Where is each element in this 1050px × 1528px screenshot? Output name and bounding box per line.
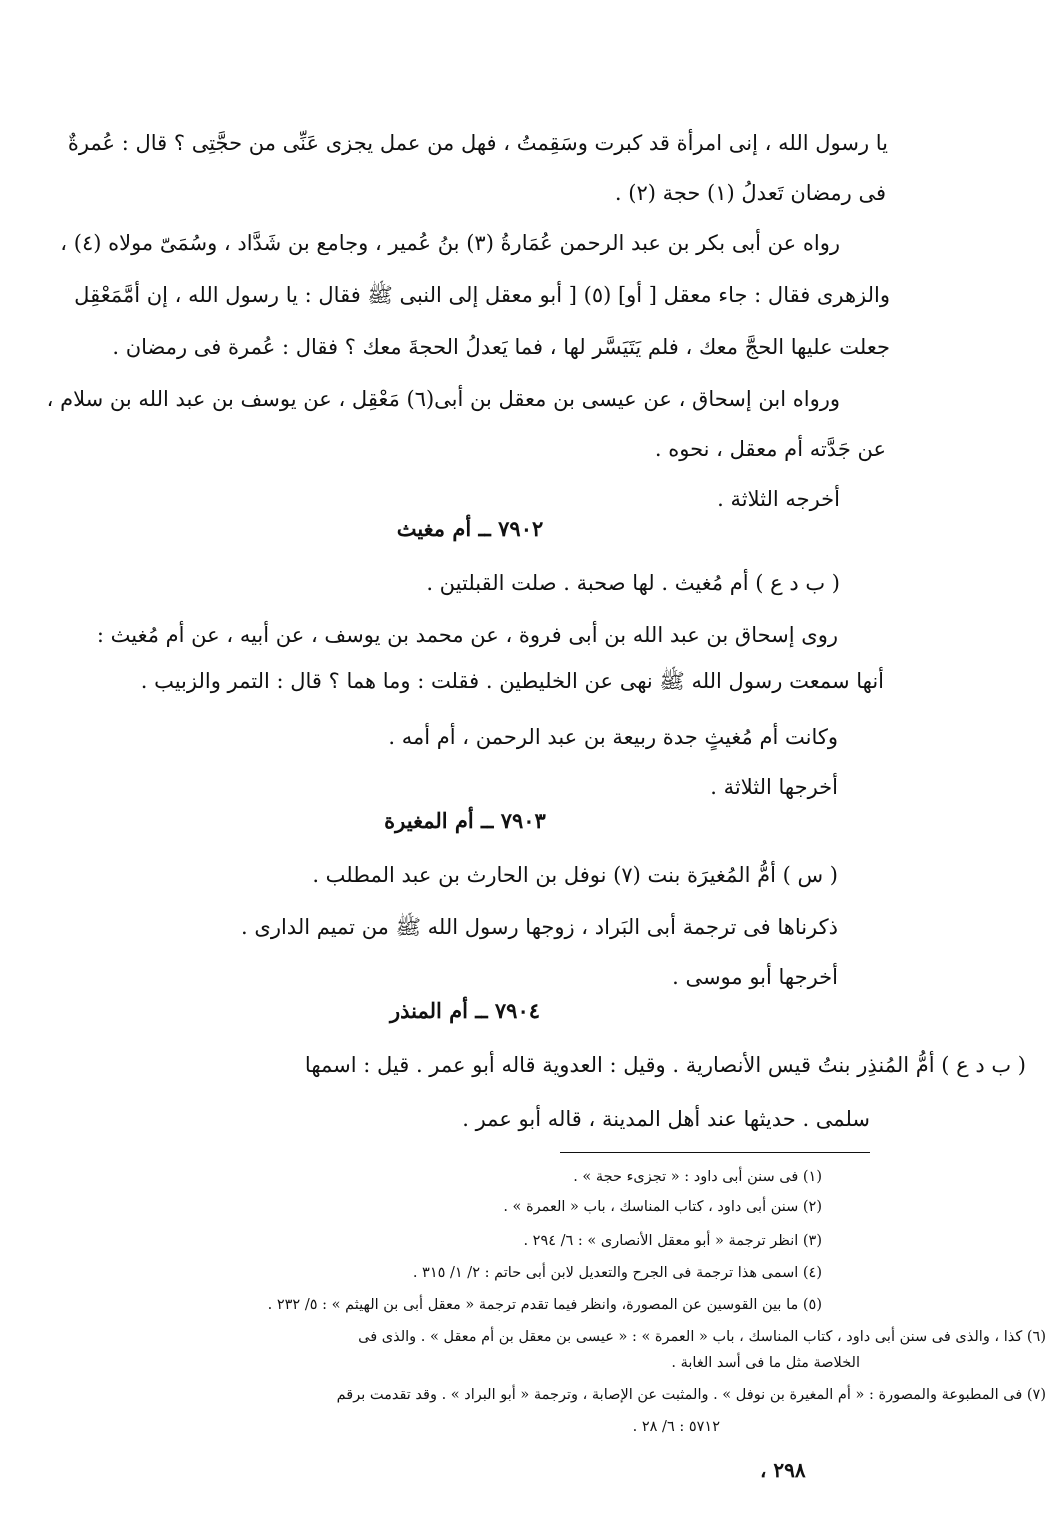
- footnote-7: (٧) فى المطبوعة والمصورة : « أم المغيرة بن نوفل » . والمثبت عن الإصابة ، وترجمة « أبو البراد » . وقد تقدمت برقم: [336, 1387, 1046, 1403]
- body-line-12: وكانت أم مُغيثٍ جدة ربيعة بن عبد الرحمن ، أم أمه .: [388, 725, 838, 749]
- body-line-11: أنها سمعت رسول الله ﷺ نهى عن الخليطين . فقلت : وما هما ؟ قال : التمر والزبيب .: [140, 669, 884, 693]
- page-number: ٢٩٨ ،: [760, 1458, 806, 1482]
- body-line-8: أخرجه الثلاثة .: [717, 487, 840, 511]
- footnote-2: (٢) سنن أبى داود ، كتاب المناسك ، باب « العمرة » .: [503, 1199, 822, 1215]
- footnote-3: (٣) انظر ترجمة « أبو معقل الأنصارى » : ٦/ ٢٩٤ .: [523, 1233, 822, 1249]
- body-line-4: والزهرى فقال : جاء معقل [ أو] (٥) [ أبو معقل إلى النبى ﷺ فقال : يا رسول الله ، إن أمَّمَعْقِل: [74, 283, 890, 307]
- body-line-6: ورواه ابن إسحاق ، عن عيسى بن معقل بن أبى(٦) مَعْقِل ، عن يوسف بن عبد الله بن سلام ،: [46, 387, 840, 411]
- body-line-14: ( س ) أمُّ المُغيرَة بنت (٧) نوفل بن الحارث بن عبد المطلب .: [312, 863, 838, 887]
- entry-heading-7904: ٧٩٠٤ ــ أم المنذر: [389, 998, 541, 1023]
- body-line-18: سلمى . حديثها عند أهل المدينة ، قاله أبو عمر .: [462, 1107, 870, 1131]
- footnote-divider: [560, 1152, 870, 1153]
- footnote-1: (١) فى سنن أبى داود : « تجزىء حجة » .: [573, 1169, 822, 1185]
- body-line-10: روى إسحاق بن عبد الله بن أبى فروة ، عن محمد بن يوسف ، عن أبيه ، عن أم مُغيث :: [96, 623, 838, 647]
- footnote-5: (٥) ما بين القوسين عن المصورة، وانظر فيما تقدم ترجمة « معقل أبى بن الهيثم » : ٥/ ٢٣٢ .: [267, 1297, 822, 1313]
- body-line-2: فى رمضان تَعدلُ (١) حجة (٢) .: [614, 181, 886, 205]
- body-line-3: رواه عن أبى بكر بن عبد الرحمن عُمَارةُ (٣) بنُ عُمير ، وجامع بن شَدَّاد ، وسُمَىّ مولاه (٤) ،: [60, 231, 840, 255]
- footnote-6-cont: الخلاصة مثل ما فى أسد الغابة .: [671, 1355, 860, 1371]
- body-line-16: أخرجها أبو موسى .: [672, 965, 838, 989]
- footnote-7-cont: ٥٧١٢ : ٦/ ٢٨ .: [632, 1419, 720, 1435]
- body-line-9: ( ب د ع ) أم مُغيث . لها صحبة . صلت القبلتين .: [426, 571, 840, 595]
- body-line-15: ذكرناها فى ترجمة أبى البَراد ، زوجها رسول الله ﷺ من تميم الدارى .: [241, 915, 838, 939]
- body-line-13: أخرجها الثلاثة .: [710, 775, 838, 799]
- body-line-1: يا رسول الله ، إنى امرأة قد كبرت وسَقِمتُ ، فهل من عمل يجزى عَنِّى من حجَّتِى ؟ قال : عُمرةٌ: [67, 131, 888, 155]
- entry-heading-7903: ٧٩٠٣ ــ أم المغيرة: [384, 808, 546, 833]
- footnote-4: (٤) اسمى هذا ترجمة فى الجرح والتعديل لابن أبى حاتم : ٢/ ١/ ٣١٥ .: [412, 1265, 822, 1281]
- body-line-17: ( ب د ع ) أمُّ المُنذِر بنتُ قيس الأنصارية . وقيل : العدوية قاله أبو عمر . قيل : اسمها: [304, 1053, 1026, 1077]
- entry-heading-7902: ٧٩٠٢ ــ أم مغيث: [396, 516, 544, 541]
- body-line-5: جعلت عليها الحجَّ معك ، فلم يَتَيَسَّر لها ، فما يَعدلُ الحجةَ معك ؟ فقال : عُمرة فى رمضان .: [112, 335, 890, 359]
- footnote-6: (٦) كذا ، والذى فى سنن أبى داود ، كتاب المناسك ، باب « العمرة » : « عيسى بن معقل بن أم معقل » . والذى فى: [358, 1329, 1046, 1345]
- body-line-7: عن جَدَّته أم معقل ، نحوه .: [654, 437, 886, 461]
